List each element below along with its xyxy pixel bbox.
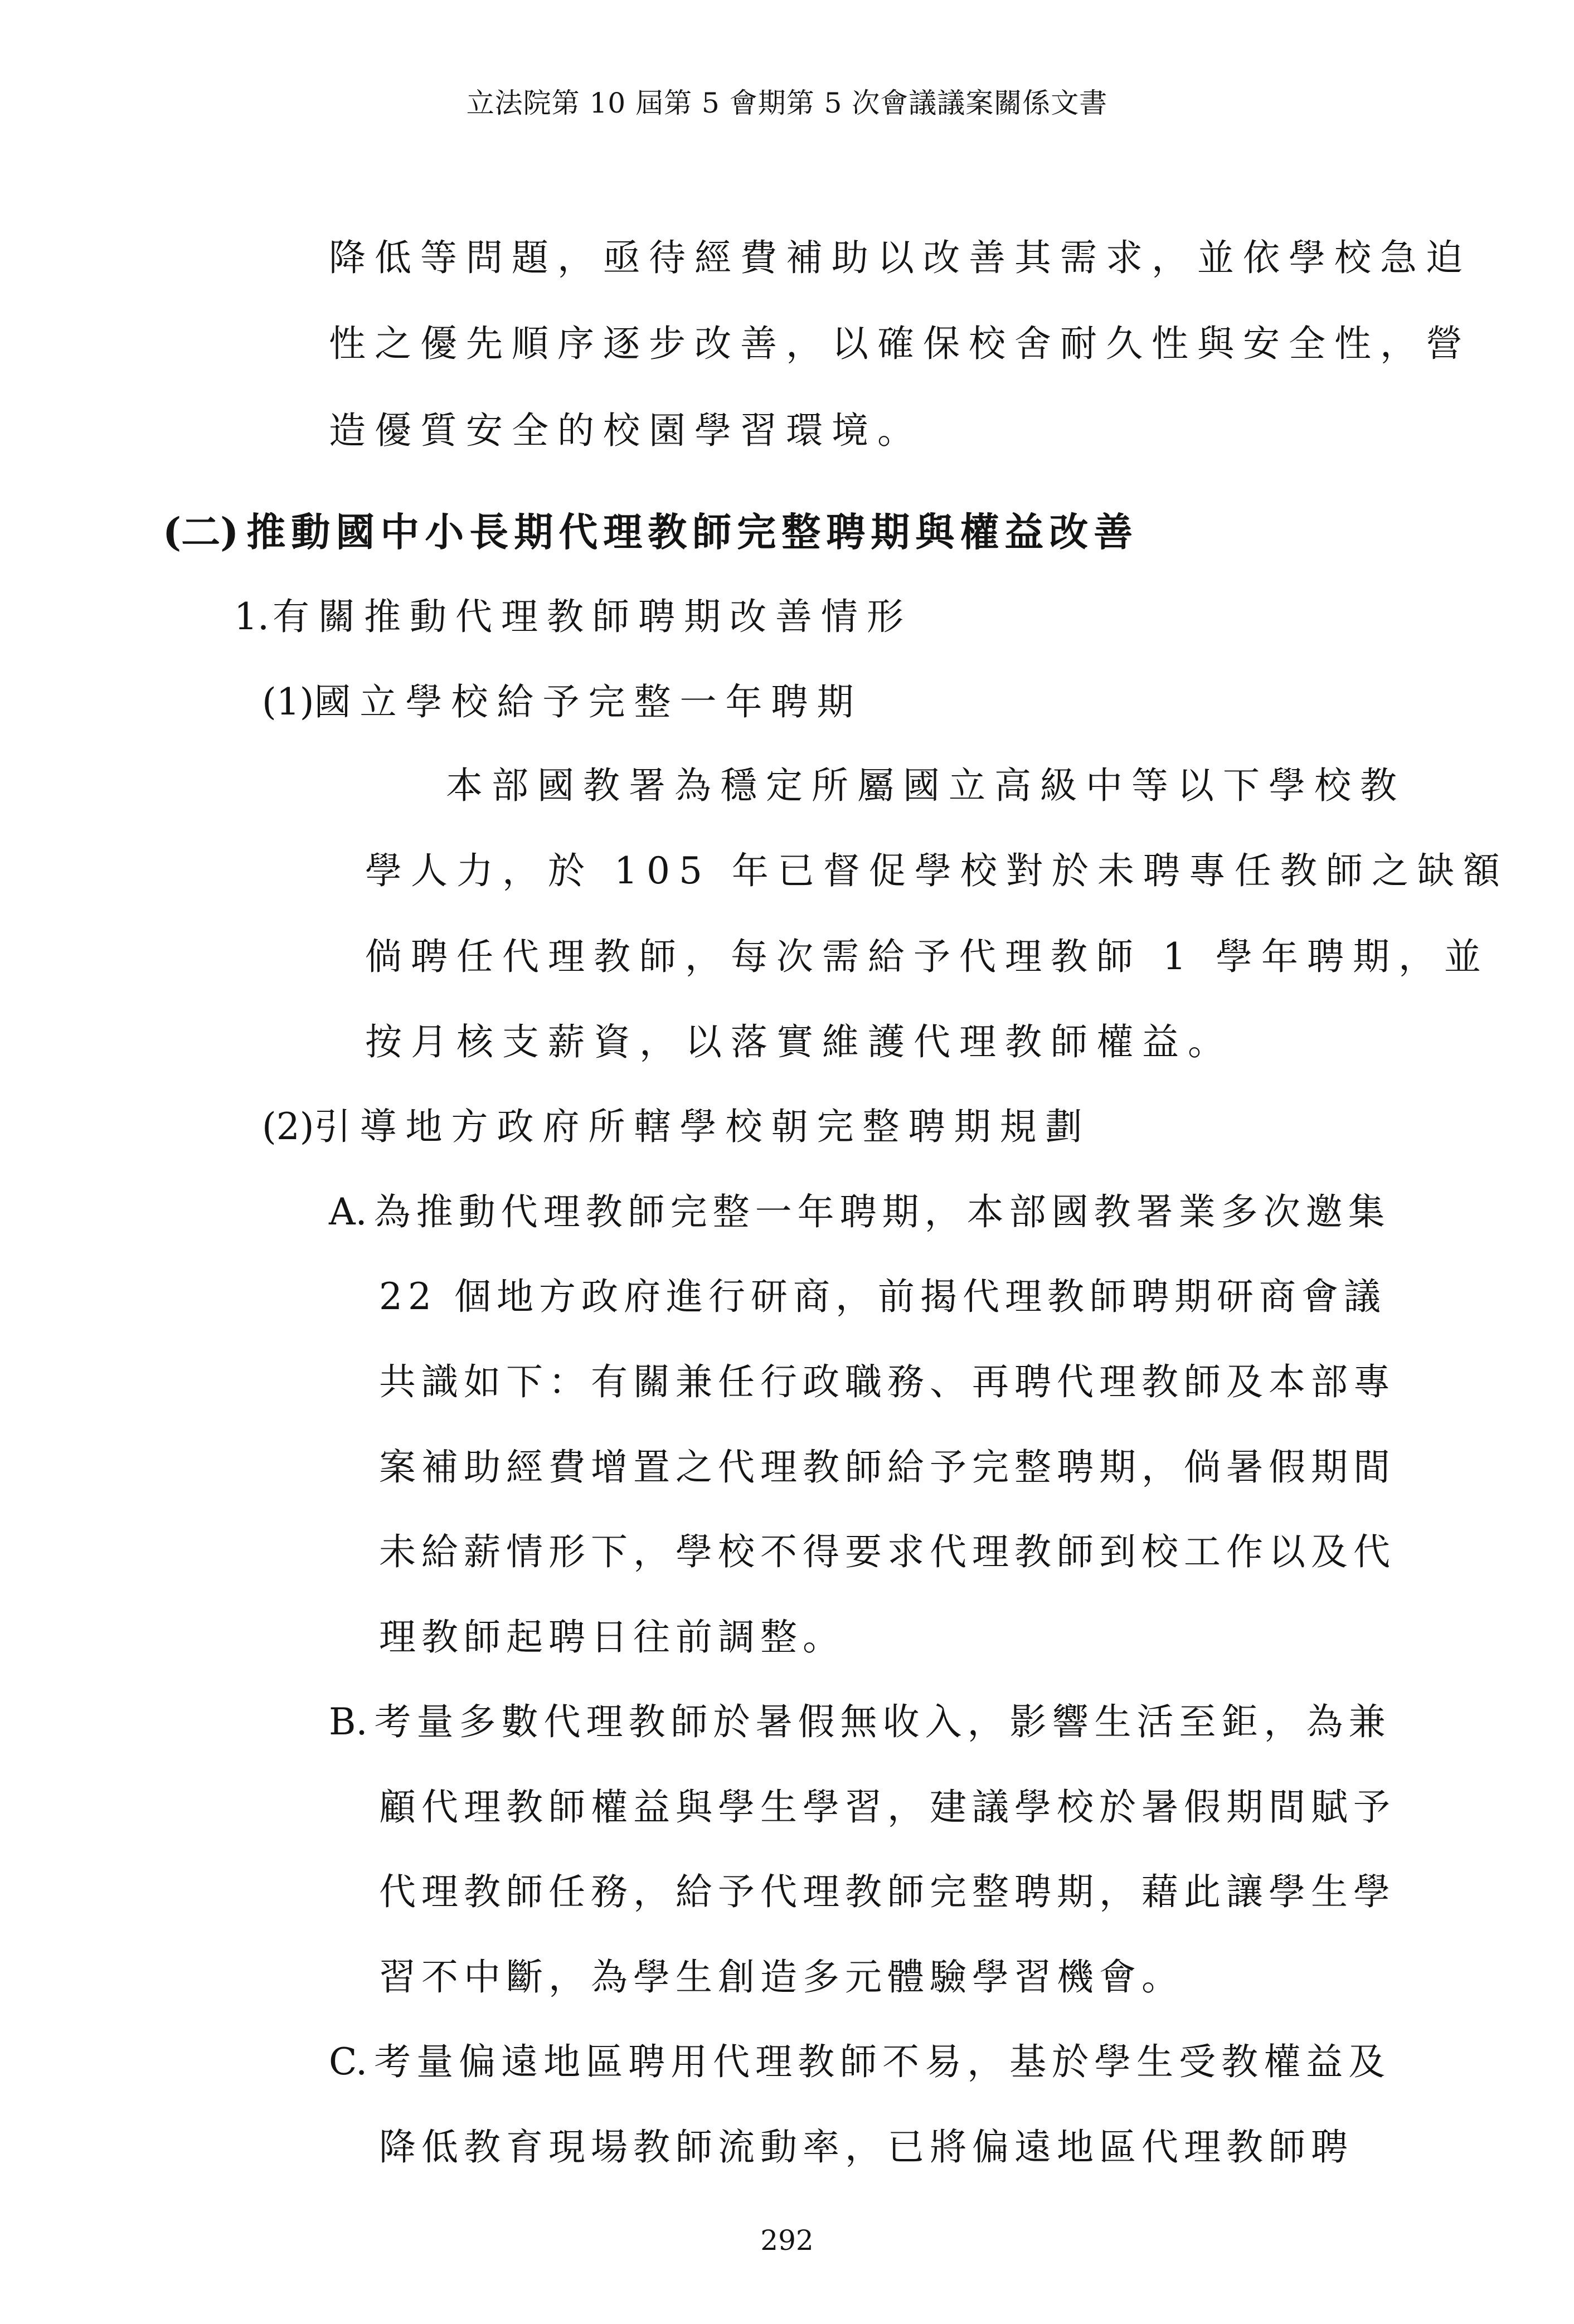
body-text-line: 降低教育現場教師流動率，已將偏遠地區代理教師聘 xyxy=(379,2126,1353,2169)
body-text-line: 代理教師任務，給予代理教師完整聘期，藉此讓學生學 xyxy=(379,1870,1396,1913)
subitem-marker: (1) xyxy=(262,680,314,723)
body-text-line: 按月核支薪資，以落實維護代理教師權益。 xyxy=(365,1020,1233,1063)
body-text-line: 習不中斷，為學生創造多元體驗學習機會。 xyxy=(379,1956,1184,1999)
body-text-line: 性之優先順序逐步改善，以確保校舍耐久性與安全性，營 xyxy=(329,322,1471,365)
list-marker: C. xyxy=(329,2040,368,2083)
subitem-heading xyxy=(262,677,863,727)
list-item-text: 考量偏遠地區聘用代理教師不易，基於學生受教權益及 xyxy=(374,2040,1391,2083)
page-header: 立法院第 10 屆第 5 會期第 5 次會議議案關係文書 xyxy=(466,87,1108,119)
list-item-line xyxy=(329,2037,1391,2087)
item-marker: 1. xyxy=(234,595,269,638)
body-text-line: 學人力，於 105 年已督促學校對於未聘專任教師之缺額 xyxy=(365,849,1509,892)
body-text-line: 理教師起聘日往前調整。 xyxy=(379,1616,845,1659)
section-title: 推動國中小長期代理教師完整聘期與權益改善 xyxy=(246,509,1139,555)
subitem-title: 引導地方政府所轄學校朝完整聘期規劃 xyxy=(314,1105,1091,1148)
body-text-line: 22 個地方政府進行研商，前揭代理教師聘期研商會議 xyxy=(379,1275,1386,1318)
list-item-line xyxy=(329,1697,1391,1747)
body-text-line: 造優質安全的校園學習環境。 xyxy=(329,409,923,452)
page-number: 292 xyxy=(760,2224,814,2257)
body-text-line: 本部國教署為穩定所屬國立高級中等以下學校教 xyxy=(446,764,1406,807)
list-item-text: 考量多數代理教師於暑假無收入，影響生活至鉅，為兼 xyxy=(374,1700,1391,1743)
subitem-marker: (2) xyxy=(262,1105,314,1148)
body-text-line: 倘聘任代理教師，每次需給予代理教師 1 學年聘期，並 xyxy=(365,935,1490,978)
body-text-line: 降低等問題，亟待經費補助以改善其需求，並依學校急迫 xyxy=(329,236,1471,279)
list-item-line xyxy=(329,1187,1391,1237)
list-marker: B. xyxy=(329,1700,368,1743)
body-text-line: 顧代理教師權益與學生學習，建議學校於暑假期間賦予 xyxy=(379,1786,1396,1829)
list-item-text: 為推動代理教師完整一年聘期，本部國教署業多次邀集 xyxy=(373,1190,1391,1233)
item-heading xyxy=(234,592,912,642)
section-heading xyxy=(163,507,1138,557)
body-text-line: 案補助經費增置之代理教師給予完整聘期，倘暑假期間 xyxy=(379,1446,1396,1489)
body-text-line: 共識如下：有關兼任行政職務、再聘代理教師及本部專 xyxy=(379,1360,1396,1403)
body-text-line: 未給薪情形下，學校不得要求代理教師到校工作以及代 xyxy=(379,1530,1396,1573)
list-marker: A. xyxy=(329,1190,367,1233)
item-title: 有關推動代理教師聘期改善情形 xyxy=(272,595,912,638)
section-marker: (二) xyxy=(163,509,239,555)
subitem-heading xyxy=(262,1102,1091,1152)
subitem-title: 國立學校給予完整一年聘期 xyxy=(314,680,863,723)
